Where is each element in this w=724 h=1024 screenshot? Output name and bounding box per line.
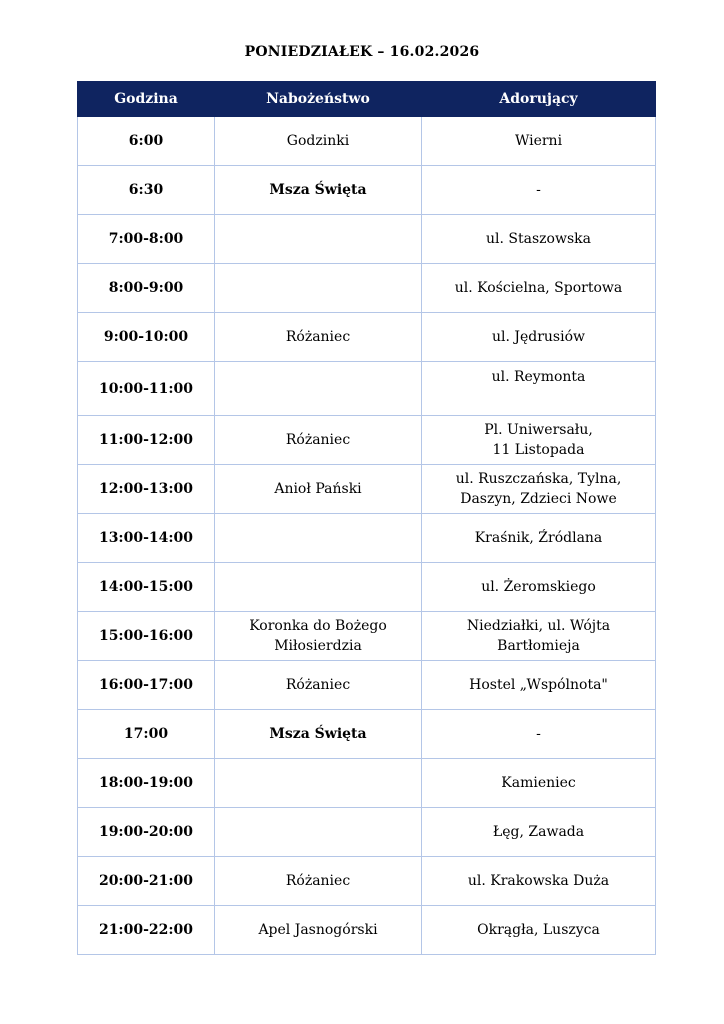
- time-cell: 6:00: [78, 117, 215, 166]
- table-row: [78, 362, 656, 416]
- time-cell: 6:30: [78, 166, 215, 215]
- time-cell: 9:00-10:00: [78, 313, 215, 362]
- table-row: [78, 661, 656, 710]
- adorers-line: Niedziałki, ul. Wójta: [466, 618, 611, 634]
- service-cell: [215, 362, 422, 416]
- table-row: [78, 117, 656, 166]
- page-title: PONIEDZIAŁEK – 16.02.2026: [244, 44, 480, 60]
- table-row: [78, 906, 656, 955]
- time-cell: 14:00-15:00: [78, 563, 215, 612]
- time-cell: 13:00-14:00: [78, 514, 215, 563]
- adorers-cell: Wierni: [422, 117, 656, 166]
- table-row: [78, 759, 656, 808]
- table-header: [78, 82, 656, 117]
- table-row: [78, 215, 656, 264]
- time-cell: 15:00-16:00: [78, 612, 215, 661]
- time-cell: 16:00-17:00: [78, 661, 215, 710]
- service-cell: [215, 759, 422, 808]
- service-cell: Różaniec: [215, 313, 422, 362]
- service-cell: [215, 563, 422, 612]
- time-cell: 10:00-11:00: [78, 362, 215, 416]
- service-line: Koronka do Bożego: [249, 618, 387, 634]
- adorers-line: 11 Listopada: [492, 442, 585, 458]
- service-cell: [215, 514, 422, 563]
- adorers-cell: -: [422, 710, 656, 759]
- time-cell: 12:00-13:00: [78, 465, 215, 514]
- time-cell: 21:00-22:00: [78, 906, 215, 955]
- table-row: [78, 166, 656, 215]
- adorers-cell: Kamieniec: [422, 759, 656, 808]
- service-cell: [215, 612, 422, 661]
- table-row: [78, 416, 656, 465]
- table-body: [78, 117, 656, 955]
- schedule-table: [77, 81, 656, 955]
- adorers-cell: Kraśnik, Źródlana: [422, 514, 656, 563]
- table-row: [78, 313, 656, 362]
- adorers-cell: Łęg, Zawada: [422, 808, 656, 857]
- service-cell: Anioł Pański: [215, 465, 422, 514]
- service-cell: Apel Jasnogórski: [215, 906, 422, 955]
- adorers-cell: [422, 416, 656, 465]
- table-row: [78, 264, 656, 313]
- adorers-cell: [422, 465, 656, 514]
- adorers-cell: ul. Reymonta: [422, 362, 656, 416]
- column-header-adorers: Adorujący: [422, 82, 656, 117]
- time-cell: 18:00-19:00: [78, 759, 215, 808]
- adorers-cell: ul. Żeromskiego: [422, 563, 656, 612]
- service-cell: Różaniec: [215, 416, 422, 465]
- table-row: [78, 514, 656, 563]
- adorers-cell: ul. Kościelna, Sportowa: [422, 264, 656, 313]
- adorers-line: Pl. Uniwersału,: [484, 422, 593, 438]
- table-row: [78, 857, 656, 906]
- table-row: [78, 612, 656, 661]
- table-row: [78, 710, 656, 759]
- column-header-service: Nabożeństwo: [215, 82, 422, 117]
- adorers-cell: [422, 612, 656, 661]
- time-cell: 20:00-21:00: [78, 857, 215, 906]
- service-line: Miłosierdzia: [274, 638, 362, 654]
- adorers-cell: -: [422, 166, 656, 215]
- service-cell: [215, 215, 422, 264]
- time-cell: 19:00-20:00: [78, 808, 215, 857]
- service-cell: Msza Święta: [215, 710, 422, 759]
- time-cell: 11:00-12:00: [78, 416, 215, 465]
- table-row: [78, 465, 656, 514]
- adorers-cell: Hostel „Wspólnota": [422, 661, 656, 710]
- header-row: [78, 82, 656, 117]
- service-cell: [215, 808, 422, 857]
- service-cell: Msza Święta: [215, 166, 422, 215]
- time-cell: 8:00-9:00: [78, 264, 215, 313]
- time-cell: 7:00-8:00: [78, 215, 215, 264]
- adorers-cell: Okrągła, Luszyca: [422, 906, 656, 955]
- adorers-line: ul. Ruszczańska, Tylna,: [455, 471, 622, 487]
- service-cell: [215, 264, 422, 313]
- time-cell: 17:00: [78, 710, 215, 759]
- adorers-line: Bartłomieja: [497, 638, 580, 654]
- adorers-cell: ul. Jędrusiów: [422, 313, 656, 362]
- service-cell: Różaniec: [215, 857, 422, 906]
- adorers-cell: ul. Krakowska Duża: [422, 857, 656, 906]
- adorers-cell: ul. Staszowska: [422, 215, 656, 264]
- column-header-time: Godzina: [78, 82, 215, 117]
- service-cell: Różaniec: [215, 661, 422, 710]
- table-row: [78, 808, 656, 857]
- adorers-line: Daszyn, Zdzieci Nowe: [460, 491, 617, 507]
- service-cell: Godzinki: [215, 117, 422, 166]
- table-row: [78, 563, 656, 612]
